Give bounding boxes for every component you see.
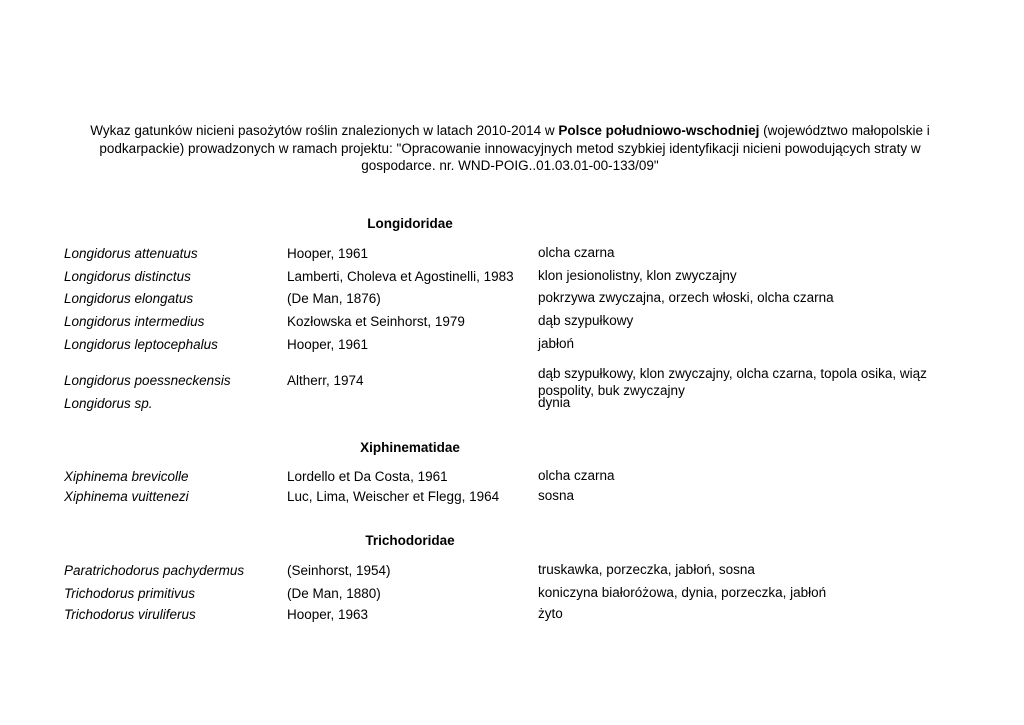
host-plants: żyto	[538, 605, 563, 621]
family-heading-longidoridae: Longidoridae	[367, 216, 453, 231]
species-author: Altherr, 1974	[287, 373, 364, 388]
header-text-part1: Wykaz gatunków nicieni pasożytów roślin znalezionych w latach 2010-2014 w	[90, 123, 559, 138]
species-name: Longidorus attenuatus	[64, 245, 198, 261]
species-name: Longidorus sp.	[64, 395, 153, 411]
species-author: Luc, Lima, Weischer et Flegg, 1964	[287, 488, 500, 504]
species-author: (De Man, 1880)	[287, 585, 381, 601]
host-plants: dynia	[538, 394, 571, 410]
species-name: Trichodorus viruliferus	[64, 606, 196, 622]
host-plants: jabłoń	[538, 335, 575, 351]
host-plants: dąb szypułkowy, klon zwyczajny, olcha czarna, topola osika, wiąz pospolity, buk zwyczajny	[538, 366, 927, 398]
host-plants: klon jesionolistny, klon zwyczajny	[538, 267, 737, 283]
host-plants: koniczyna białoróżowa, dynia, porzeczka, jabłoń	[538, 584, 827, 600]
species-author: Hooper, 1961	[287, 336, 369, 352]
header-text-part2: (województwo małopolskie i podkarpackie) prowadzonych w ramach projektu: "Opracowanie innowacyjnych metod szybkiej identyfikacji nicieni powodujących straty w gospodarce. nr. WND-POIG..01.03.01-00-133/09"	[99, 123, 930, 173]
species-author: Lamberti, Choleva et Agostinelli, 1983	[287, 268, 514, 284]
species-name: Longidorus elongatus	[64, 290, 194, 306]
species-name: Paratrichodorus pachydermus	[64, 562, 245, 578]
host-plants: sosna	[538, 487, 575, 503]
species-name: Longidorus poessneckensis	[64, 373, 231, 388]
species-name: Trichodorus primitivus	[64, 585, 196, 601]
family-heading-trichodoridae: Trichodoridae	[365, 533, 455, 548]
species-name: Xiphinema brevicolle	[64, 468, 189, 484]
header-region-bold: Polsce południowo-wschodniej	[558, 123, 760, 138]
species-name: Longidorus leptocephalus	[64, 336, 218, 352]
host-plants: dąb szypułkowy	[538, 312, 634, 328]
species-author: (Seinhorst, 1954)	[287, 562, 391, 578]
species-author: Lordello et Da Costa, 1961	[287, 468, 448, 484]
family-heading-xiphinematidae: Xiphinematidae	[360, 440, 460, 455]
species-author: (De Man, 1876)	[287, 290, 381, 306]
host-plants: truskawka, porzeczka, jabłoń, sosna	[538, 561, 755, 577]
host-plants: pokrzywa zwyczajna, orzech włoski, olcha czarna	[538, 289, 834, 305]
species-name: Longidorus intermedius	[64, 313, 205, 329]
host-plants: olcha czarna	[538, 467, 615, 483]
host-plants: olcha czarna	[538, 244, 615, 260]
species-author: Hooper, 1961	[287, 245, 369, 261]
species-author: Hooper, 1963	[287, 606, 369, 622]
species-name: Longidorus distinctus	[64, 268, 191, 284]
species-author: Kozłowska et Seinhorst, 1979	[287, 313, 465, 329]
species-name: Xiphinema vuittenezi	[64, 488, 189, 504]
document-header	[70, 122, 950, 175]
